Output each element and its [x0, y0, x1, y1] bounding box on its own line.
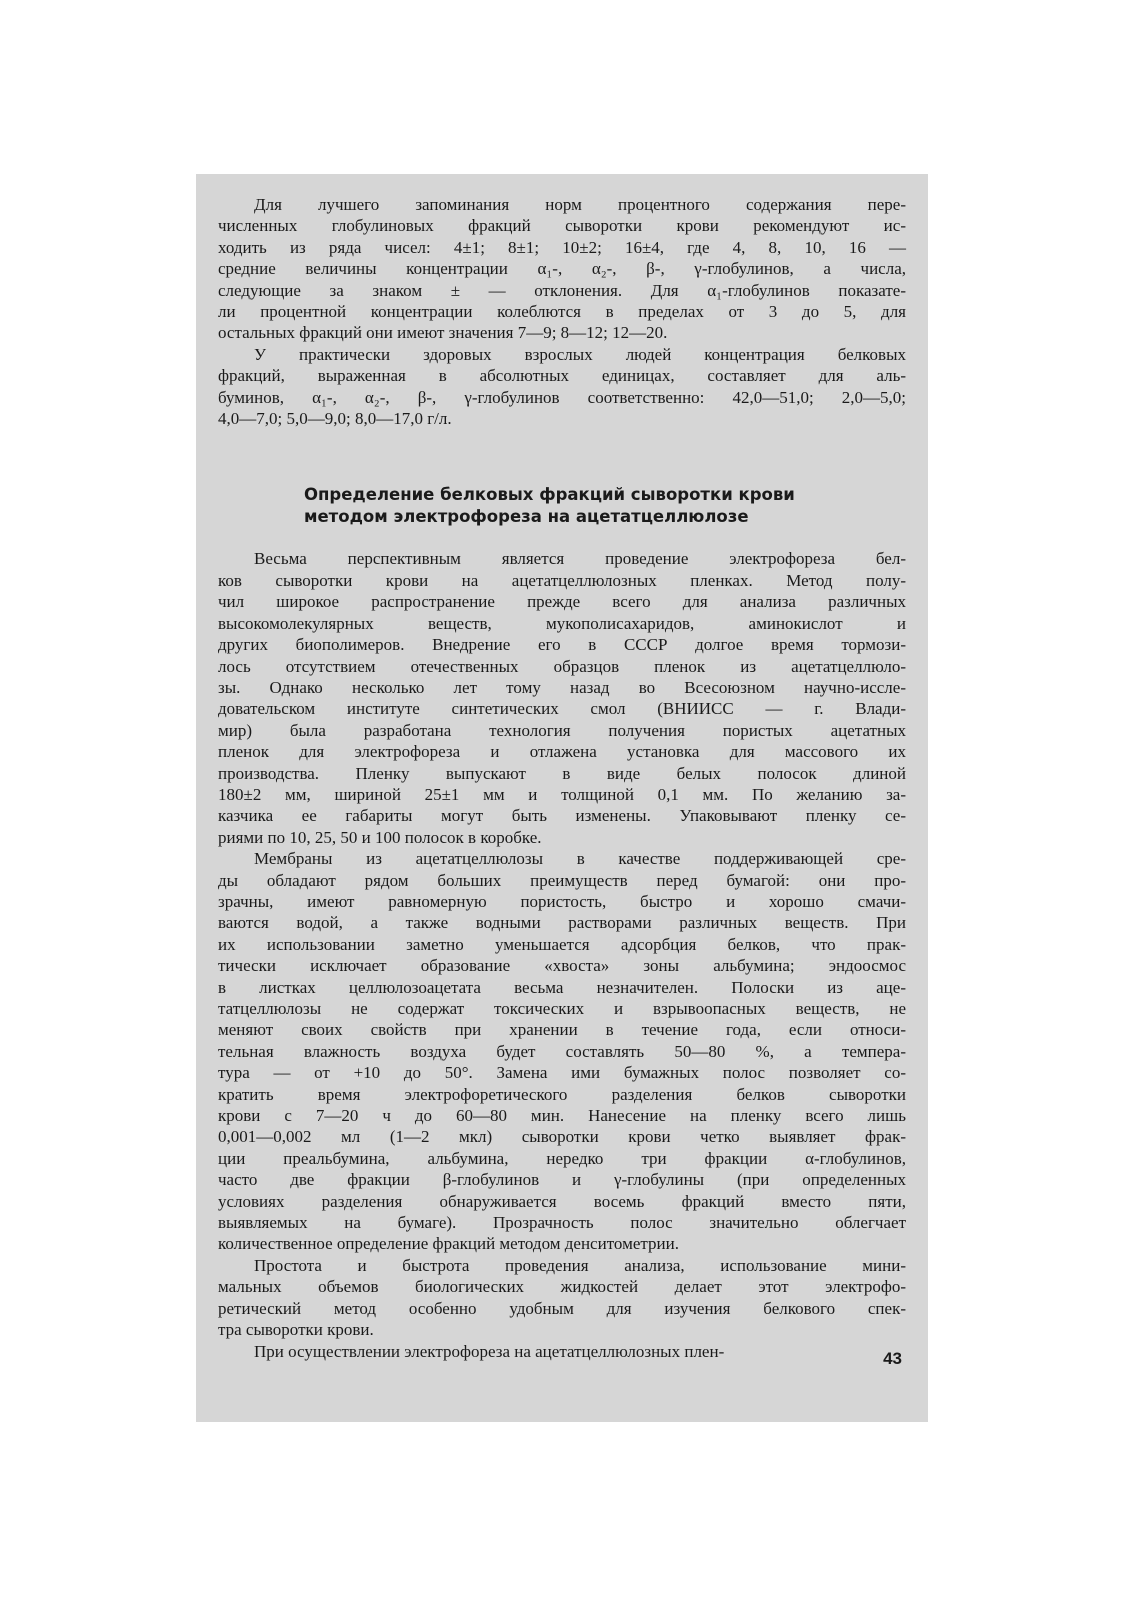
text-line: производства. Пленку выпускают в виде белых полосок длиной: [218, 763, 906, 783]
text-line: При осуществлении электрофореза на ацетатцеллюлозных плен-: [254, 1341, 725, 1361]
text-column: [218, 194, 906, 1362]
text-line: средние величины концентрации α₁-, α₂-, β-, γ-глобулинов, а числа,: [218, 259, 906, 279]
page-number: 43: [883, 1349, 902, 1368]
text-line: часто две фракции β-глобулинов и γ-глобулины (при определенных: [218, 1170, 906, 1190]
text-line: буминов, α₁-, α₂-, β-, γ-глобулинов соответственно: 42,0—51,0; 2,0—5,0;: [218, 387, 906, 407]
text-line: 0,001—0,002 мл (1—2 мкл) сыворотки крови четко выявляет фрак-: [218, 1127, 906, 1147]
bottom-section: [218, 548, 906, 1361]
text-line: остальных фракций они имеют значения 7—9; 8—12; 12—20.: [218, 323, 668, 343]
paragraph: [218, 194, 906, 344]
text-line: ретический метод особенно удобным для изучения белкового спек-: [218, 1298, 906, 1318]
paragraph: [218, 1255, 906, 1341]
text-line: зы. Однако несколько лет тому назад во Всесоюзном научно-иссле-: [218, 677, 906, 697]
text-line: ли процентной концентрации колеблются в пределах от 3 до 5, для: [218, 302, 906, 322]
text-line: фракций, выраженная в абсолютных единицах, составляет для аль-: [218, 366, 906, 386]
text-line: тельная влажность воздуха будет составлять 50—80 %, а темпера-: [218, 1041, 906, 1061]
text-line: ды обладают рядом больших преимуществ перед бумагой: они про-: [218, 870, 906, 890]
text-line: численных глобулиновых фракций сыворотки крови рекомендуют ис-: [218, 216, 906, 236]
text-line: тра сыворотки крови.: [218, 1320, 374, 1340]
text-line: Весьма перспективным является проведение электрофореза бел-: [254, 549, 906, 569]
text-line: их использовании заметно уменьшается адсорбция белков, что прак-: [218, 934, 906, 954]
text-line: тура — от +10 до 50°. Замена ими бумажных полос позволяет со-: [218, 1063, 906, 1083]
text-line: кратить время электрофоретического разделения белков сыворотки: [218, 1084, 906, 1104]
text-line: в листках целлюлозоацетата весьма незначителен. Полоски из аце-: [218, 977, 906, 997]
text-line: ков сыворотки крови на ацетатцеллюлозных пленках. Метод полу-: [218, 570, 906, 590]
heading-line-2: методом электрофореза на ацетатцеллюлозе: [304, 507, 749, 527]
text-line: мальных объемов биологических жидкостей делает этот электрофо-: [218, 1277, 906, 1297]
text-line: выявляемых на бумаге). Прозрачность полос значительно облегчает: [218, 1213, 906, 1233]
text-line: количественное определение фракций методом денситометрии.: [218, 1234, 679, 1254]
heading-line-1: Определение белковых фракций сыворотки крови: [304, 485, 795, 505]
top-section: [218, 194, 906, 429]
paragraph: [218, 848, 906, 1255]
text-line: следующие за знаком ± — отклонения. Для α₁-глобулинов показате-: [218, 280, 906, 300]
section-heading: [304, 484, 906, 528]
text-line: тически исключает образование «хвоста» зоны альбумина; эндоосмос: [218, 956, 906, 976]
text-line: У практически здоровых взрослых людей концентрация белковых: [254, 344, 906, 364]
text-line: крови с 7—20 ч до 60—80 мин. Нанесение на пленку всего лишь: [218, 1106, 906, 1126]
text-line: лось отсутствием отечественных образцов пленок из ацетатцеллюло-: [218, 656, 906, 676]
text-line: меняют своих свойств при хранении в течение года, если относи-: [218, 1020, 906, 1040]
text-line: риями по 10, 25, 50 и 100 полосок в коробке.: [218, 827, 542, 847]
text-line: татцеллюлозы не содержат токсических и взрывоопасных веществ, не: [218, 999, 906, 1018]
text-line: довательском институте синтетических смол (ВНИИСС — г. Влади-: [218, 699, 906, 719]
text-line: высокомолекулярных веществ, мукополисахаридов, аминокислот и: [218, 613, 906, 633]
text-line: Простота и быстрота проведения анализа, использование мини-: [254, 1255, 906, 1275]
text-line: мир) была разработана технология получения пористых ацетатных: [218, 720, 906, 740]
text-line: ходить из ряда чисел: 4±1; 8±1; 10±2; 16±4, где 4, 8, 10, 16 —: [218, 237, 906, 257]
book-page: [196, 174, 928, 1422]
text-line: чил широкое распространение прежде всего для анализа различных: [218, 592, 906, 612]
paragraph: [218, 344, 906, 430]
paragraph: [218, 1341, 906, 1362]
text-line: Для лучшего запоминания норм процентного содержания пере-: [254, 195, 906, 214]
text-line: Мембраны из ацетатцеллюлозы в качестве поддерживающей сре-: [254, 849, 906, 869]
text-line: ции преальбумина, альбумина, нередко три фракции α-глобулинов,: [218, 1148, 906, 1168]
text-line: зрачны, имеют равномерную пористость, быстро и хорошо смачи-: [218, 891, 906, 911]
text-line: казчика ее габариты могут быть изменены. Упаковывают пленку се-: [218, 806, 906, 826]
text-line: 4,0—7,0; 5,0—9,0; 8,0—17,0 г/л.: [218, 409, 452, 429]
text-line: пленок для электрофореза и отлажена установка для массового их: [218, 742, 906, 762]
text-line: 180±2 мм, шириной 25±1 мм и толщиной 0,1 мм. По желанию за-: [218, 784, 906, 804]
paragraph: [218, 548, 906, 848]
text-line: ваются водой, а также водными растворами различных веществ. При: [218, 913, 906, 933]
text-line: условиях разделения обнаруживается восемь фракций вместо пяти,: [218, 1191, 906, 1211]
text-line: других биополимеров. Внедрение его в СССР долгое время тормози-: [218, 635, 906, 655]
